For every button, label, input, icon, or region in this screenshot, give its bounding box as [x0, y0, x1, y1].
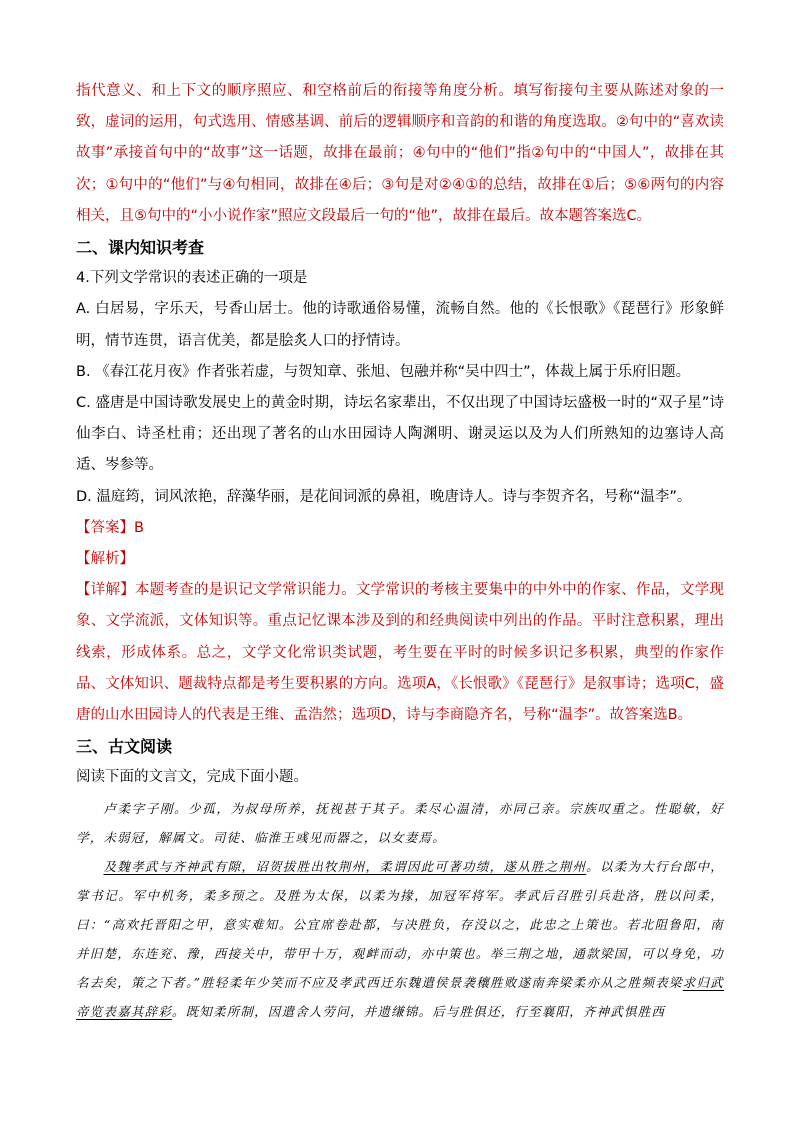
option-d: D. 温庭筠，词风浓艳，辞藻华丽，是花间词派的鼻祖，晚唐诗人。诗与李贺齐名，号称“温李”。 — [76, 488, 692, 505]
analysis-tag: 【解析】 — [76, 551, 134, 568]
underlined-sentence-1: 及魏孝武与齐神武有隙，诏贺拔胜出牧荆州，柔谓因此可著功绩，遂从胜之荆州 — [103, 858, 587, 874]
analysis-continued: 指代意义、和上下文的顺序照应、和空格前后的衔接等角度分析。填写衔接句主要从陈述对象的一致，虚词的运用，句式选用、情感基调、前后的逻辑顺序和音韵的和谐的角度选取。②句中的“喜欢读故事”承接首句中的“故事”这一话题，故排在最前；④句中的“他们”指②句中的“中国人”，故排在其次；①句中的“他们”与④句相同，故排在④后；③句是对②④①的总结，故排在①后；⑤⑥两句的内容相关，且⑤句中的“小小说作家”照应文段最后一句的“他”，故排在最后。故本题答案选C。 — [76, 83, 724, 224]
document-body — [76, 76, 724, 1026]
para-2-body: 。以柔为大行台郎中，掌书记。军中机务，柔多预之。及胜为太保，以柔为掾，加冠军将军。孝武后召胜引兵赴洛，胜以问柔，曰：“高欢托晋阳之甲，意实难知。公宜席卷赴都，与决胜负，存没以之，此忠之上策也。若北阻鲁阳，南并旧楚，东连兖、豫，西接关中，带甲十万，观衅而动，亦中策也。举三荆之地，通款梁国，可以身免，功名去矣，策之下者。”胜轻柔年少笑而不应及孝武西迁东魏遣侯景袭穰胜败遂南奔梁柔亦从之胜频表梁 — [76, 858, 724, 990]
detail-paragraph — [76, 575, 724, 731]
section-heading-2: 二、课内知识考查 — [76, 238, 205, 258]
detail-tag: 【详解】 — [76, 582, 135, 599]
question-4: 4.下列文学常识的表述正确的一项是 — [76, 270, 308, 287]
detail-text: 本题考查的是识记文学常识能力。文学常识的考核主要集中的中外中的作家、作品，文学现象、文学流派，文体知识等。重点记忆课本涉及到的和经典阅读中列出的作品。平时注意积累，理出线索，形成体系。总之，文学文化常识类试题，考生要在平时的时候多识记多积累，典型的作家作品、文体知识、题裁特点都是考生要积累的方向。选项A，《长恨歌》《琵琶行》是叙事诗；选项C，盛唐的山水田园诗人的代表是王维、孟浩然；选项D，诗与李商隐齐名，号称“温李”。故答案选B。 — [76, 582, 725, 724]
reading-instruction: 阅读下面的文言文，完成下面小题。 — [76, 769, 308, 786]
para-2-tail: 。既知柔所制，因遣舍人劳问，并遗缣锦。后与胜俱还，行至襄阳，齐神武惧胜西 — [171, 1003, 666, 1019]
underlined-sentence-2: 求归武帝览表嘉其辞彩 — [76, 974, 724, 1019]
classical-text-para-2 — [76, 852, 724, 1026]
answer-line — [76, 513, 724, 544]
option-a: A. 白居易，字乐天，号香山居士。他的诗歌通俗易懂，流畅自然。他的《长恨歌》《琵琶行》形象鲜明，情节连贯，语言优美，都是脍炙人口的抒情诗。 — [76, 301, 724, 349]
section-heading-3: 三、古文阅读 — [76, 737, 173, 757]
answer-value: B — [134, 519, 144, 536]
classical-text-para-1: 卢柔字子刚。少孤，为叔母所养，抚视甚于其子。柔尽心温清，亦同己亲。宗族叹重之。性聪敏，好学，未弱冠，解属文。司徒、临淮王彧见而器之，以女妻焉。 — [76, 800, 724, 845]
answer-tag: 【答案】 — [76, 519, 134, 536]
option-c: C. 盛唐是中国诗歌发展史上的黄金时期，诗坛名家辈出，不仅出现了中国诗坛盛极一时的“双子星”诗仙李白、诗圣杜甫；还出现了著名的山水田园诗人陶渊明、谢灵运以及为人们所熟知的边塞诗人高适、岑参等。 — [76, 395, 724, 474]
option-b: B. 《春江花月夜》作者张若虚，与贺知章、张旭、包融并称“吴中四士”，体裁上属于乐府旧题。 — [76, 363, 691, 380]
